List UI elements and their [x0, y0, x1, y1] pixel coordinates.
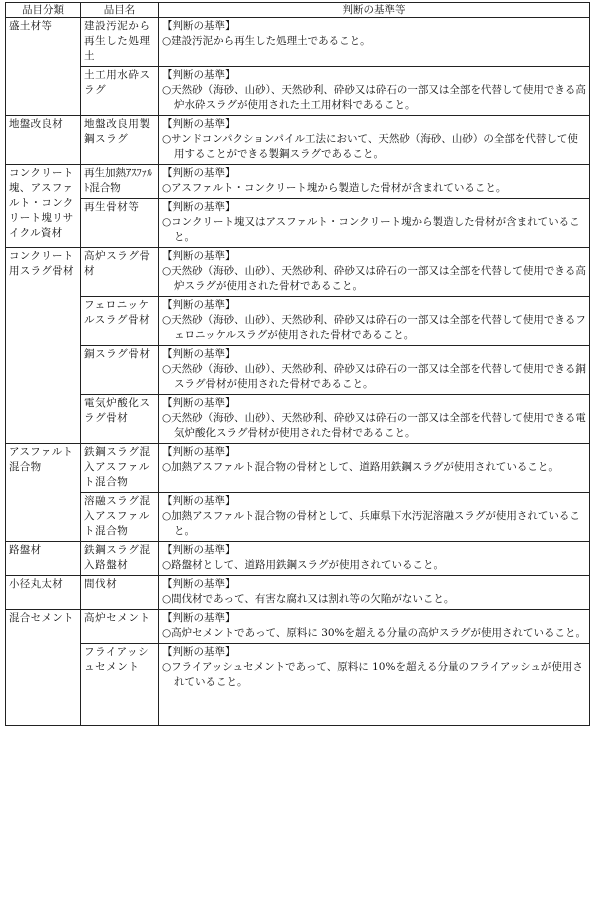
category-cell: コンクリート塊、アスファルト・コンクリート塊リサイクル資材 — [6, 165, 81, 248]
circle-bullet-icon: ○ — [162, 593, 172, 605]
item-name-cell: 高炉セメント — [81, 610, 159, 644]
item-name-cell: 鉄鋼スラグ混入路盤材 — [81, 542, 159, 576]
item-name-cell: 間伐材 — [81, 576, 159, 610]
circle-bullet-icon: ○ — [162, 559, 172, 571]
criteria-cell — [159, 644, 590, 726]
criteria-heading: 【判断の基準】 — [162, 646, 236, 658]
item-name-cell: 再生骨材等 — [81, 199, 159, 248]
criteria-heading: 【判断の基準】 — [162, 118, 236, 130]
header-category: 品目分類 — [6, 3, 81, 18]
category-cell: 混合セメント — [6, 610, 81, 726]
criteria-heading: 【判断の基準】 — [162, 20, 236, 32]
circle-bullet-icon: ○ — [162, 314, 172, 326]
table-row — [6, 444, 590, 493]
criteria-heading: 【判断の基準】 — [162, 397, 236, 409]
item-name-cell: 銅スラグ骨材 — [81, 346, 159, 395]
table-row — [6, 297, 590, 346]
criteria-heading: 【判断の基準】 — [162, 544, 236, 556]
item-name-cell: 土工用水砕スラグ — [81, 67, 159, 116]
table-row — [6, 116, 590, 165]
criteria-cell — [159, 346, 590, 395]
criteria-cell — [159, 165, 590, 199]
criteria-text: 路盤材として、道路用鉄鋼スラグが使用されていること。 — [171, 559, 444, 571]
table-row — [6, 346, 590, 395]
table-row — [6, 644, 590, 726]
category-cell: 盛土材等 — [6, 18, 81, 116]
criteria-text: 天然砂（海砂、山砂）、天然砂利、砕砂又は砕石の一部又は全部を代替して使用できる電気炉酸化スラグ骨材が使用された骨材であること。 — [171, 412, 586, 439]
item-name-cell: フライアッシュセメント — [81, 644, 159, 726]
criteria-text: 建設汚泥から再生した処理土であること。 — [171, 35, 371, 47]
criteria-heading: 【判断の基準】 — [162, 446, 236, 458]
criteria-cell — [159, 493, 590, 542]
circle-bullet-icon: ○ — [162, 363, 172, 375]
item-name-cell: フェロニッケルスラグ骨材 — [81, 297, 159, 346]
criteria-cell — [159, 18, 590, 67]
table-row — [6, 248, 590, 297]
item-name-cell: 地盤改良用製鋼スラグ — [81, 116, 159, 165]
criteria-cell — [159, 576, 590, 610]
item-name-cell: 高炉スラグ骨材 — [81, 248, 159, 297]
criteria-text: 加熱アスファルト混合物の骨材として、道路用鉄鋼スラグが使用されていること。 — [171, 461, 559, 473]
criteria-text: 間伐材であって、有害な腐れ又は割れ等の欠陥がないこと。 — [171, 593, 455, 605]
criteria-text: アスファルト・コンクリート塊から製造した骨材が含まれていること。 — [171, 182, 507, 194]
criteria-text: コンクリート塊又はアスファルト・コンクリート塊から製造した骨材が含まれていること。 — [171, 216, 580, 243]
table-row — [6, 18, 590, 67]
criteria-cell — [159, 395, 590, 444]
criteria-text: 天然砂（海砂、山砂）、天然砂利、砕砂又は砕石の一部又は全部を代替して使用できる高炉水砕スラグが使用された土工用材料であること。 — [171, 84, 586, 111]
category-cell: 路盤材 — [6, 542, 81, 576]
criteria-cell — [159, 444, 590, 493]
criteria-heading: 【判断の基準】 — [162, 348, 236, 360]
circle-bullet-icon: ○ — [162, 510, 172, 522]
circle-bullet-icon: ○ — [162, 84, 172, 96]
table-row — [6, 165, 590, 199]
category-cell: 地盤改良材 — [6, 116, 81, 165]
criteria-text: 加熱アスファルト混合物の骨材として、兵庫県下水汚泥溶融スラグが使用されていること。 — [171, 510, 580, 537]
criteria-table — [5, 2, 590, 726]
criteria-heading: 【判断の基準】 — [162, 578, 236, 590]
circle-bullet-icon: ○ — [162, 133, 172, 145]
category-cell: コンクリート用スラグ骨材 — [6, 248, 81, 444]
criteria-cell — [159, 199, 590, 248]
criteria-text: フライアッシュセメントであって、原料に 10%を超える分量のフライアッシュが使用されていること。 — [171, 661, 583, 688]
table-row — [6, 493, 590, 542]
table-row — [6, 576, 590, 610]
item-name-cell: 電気炉酸化スラグ骨材 — [81, 395, 159, 444]
criteria-heading: 【判断の基準】 — [162, 612, 236, 624]
circle-bullet-icon: ○ — [162, 265, 172, 277]
criteria-heading: 【判断の基準】 — [162, 201, 236, 213]
header-criteria: 判断の基準等 — [159, 3, 590, 18]
criteria-heading: 【判断の基準】 — [162, 250, 236, 262]
criteria-cell — [159, 248, 590, 297]
criteria-text: 天然砂（海砂、山砂）、天然砂利、砕砂又は砕石の一部又は全部を代替して使用できるフェロニッケルスラグが使用された骨材であること。 — [171, 314, 586, 341]
header-item-name: 品目名 — [81, 3, 159, 18]
criteria-cell — [159, 610, 590, 644]
criteria-heading: 【判断の基準】 — [162, 495, 236, 507]
criteria-text: 天然砂（海砂、山砂）、天然砂利、砕砂又は砕石の一部又は全部を代替して使用できる高炉スラグが使用された骨材であること。 — [171, 265, 586, 292]
circle-bullet-icon: ○ — [162, 661, 172, 673]
item-name-cell: 再生加熱ｱｽﾌｧﾙﾄ混合物 — [81, 165, 159, 199]
table-row — [6, 395, 590, 444]
criteria-cell — [159, 297, 590, 346]
criteria-text: 高炉セメントであって、原料に 30%を超える分量の高炉スラグが使用されていること。 — [171, 627, 587, 639]
circle-bullet-icon: ○ — [162, 35, 172, 47]
criteria-cell — [159, 116, 590, 165]
table-row — [6, 610, 590, 644]
table-row — [6, 542, 590, 576]
item-name-cell: 鉄鋼スラグ混入アスファルト混合物 — [81, 444, 159, 493]
criteria-cell — [159, 542, 590, 576]
circle-bullet-icon: ○ — [162, 216, 172, 228]
item-name-cell: 建設汚泥から再生した処理土 — [81, 18, 159, 67]
criteria-text: サンドコンパクションパイル工法において、天然砂（海砂、山砂）の全部を代替して使用することができる製鋼スラグであること。 — [171, 133, 578, 160]
circle-bullet-icon: ○ — [162, 627, 172, 639]
circle-bullet-icon: ○ — [162, 412, 172, 424]
table-row — [6, 67, 590, 116]
circle-bullet-icon: ○ — [162, 182, 172, 194]
criteria-heading: 【判断の基準】 — [162, 167, 236, 179]
criteria-heading: 【判断の基準】 — [162, 69, 236, 81]
criteria-heading: 【判断の基準】 — [162, 299, 236, 311]
table-row — [6, 199, 590, 248]
criteria-cell — [159, 67, 590, 116]
category-cell: アスファルト混合物 — [6, 444, 81, 542]
table-header-row — [6, 3, 590, 18]
criteria-text: 天然砂（海砂、山砂）、天然砂利、砕砂又は砕石の一部又は全部を代替して使用できる銅スラグ骨材が使用された骨材であること。 — [171, 363, 586, 390]
category-cell: 小径丸太材 — [6, 576, 81, 610]
circle-bullet-icon: ○ — [162, 461, 172, 473]
item-name-cell: 溶融スラグ混入アスファルト混合物 — [81, 493, 159, 542]
